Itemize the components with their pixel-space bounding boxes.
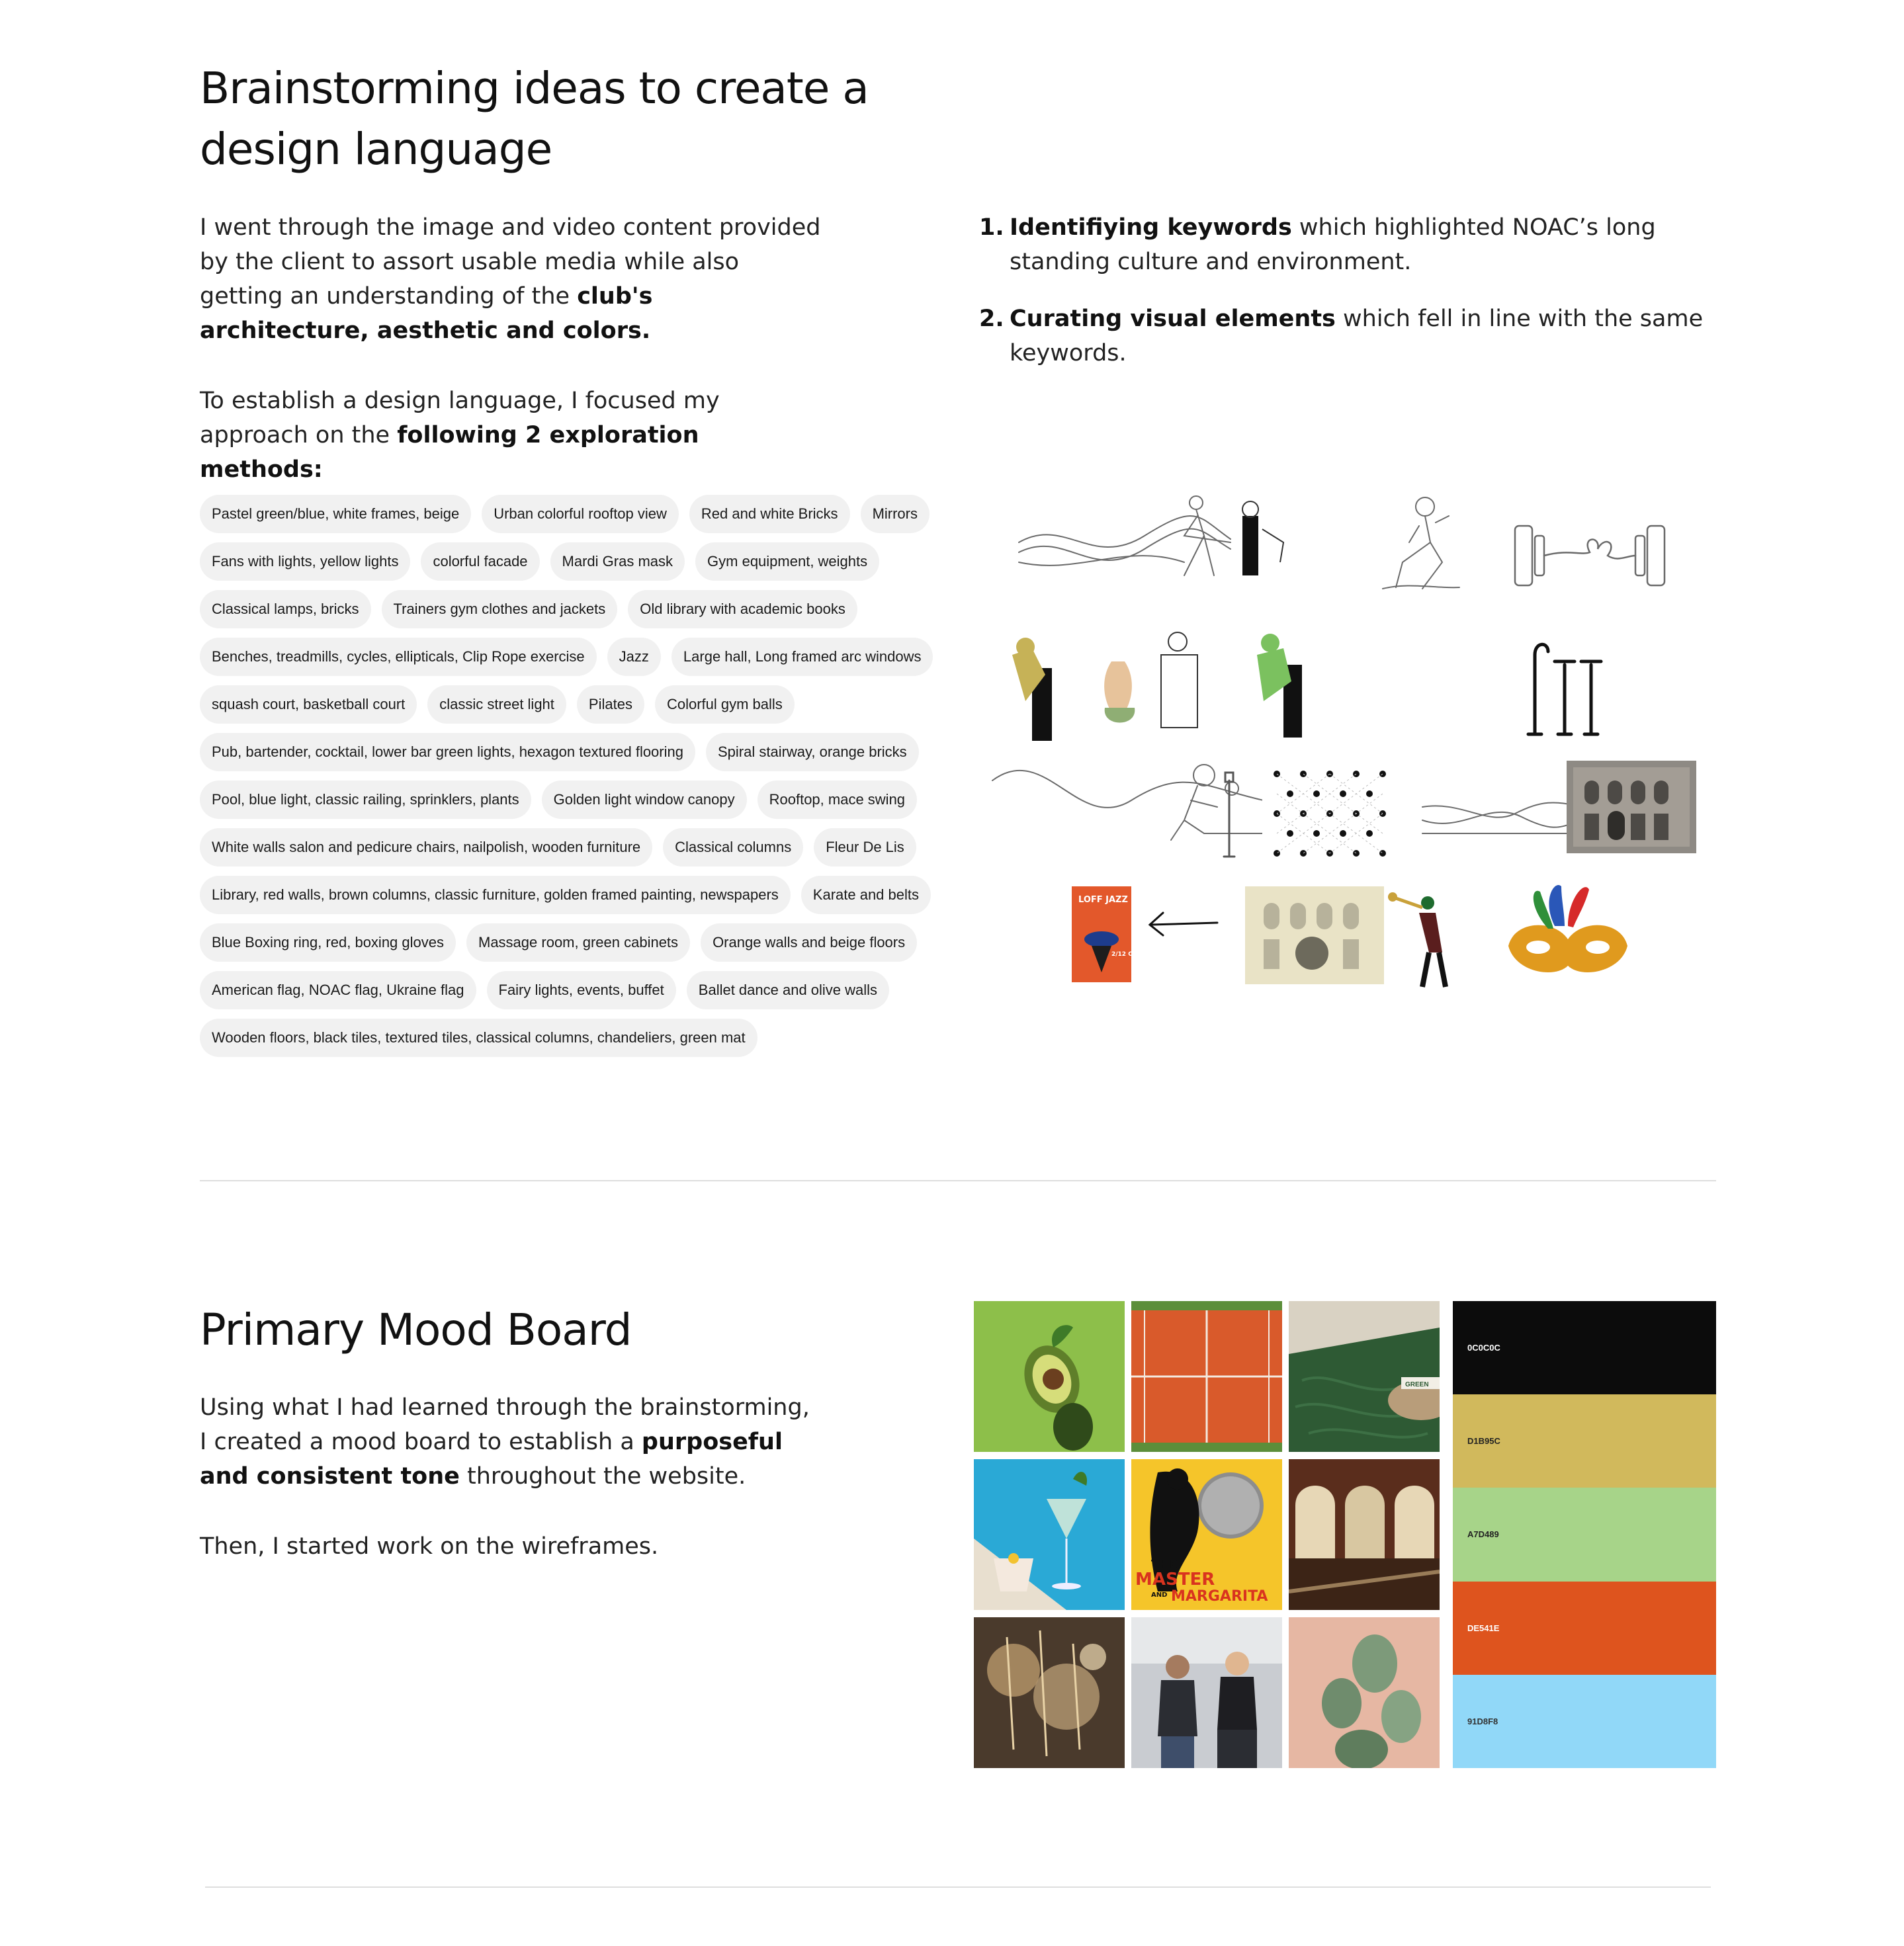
keyword-chip: Red and white Bricks <box>689 495 850 533</box>
keyword-chip: American flag, NOAC flag, Ukraine flag <box>200 971 476 1009</box>
keyword-chip: Spiral stairway, orange bricks <box>706 733 919 771</box>
poster-word-master: MASTER <box>1135 1570 1215 1589</box>
keyword-chip: Pastel green/blue, white frames, beige <box>200 495 471 533</box>
poster-date: 2/12 Oct. <box>1111 951 1142 958</box>
keyword-chip: Wooden floors, black tiles, textured tiles, classical columns, chandeliers, green mat <box>200 1019 757 1057</box>
tennis-court-photo <box>1131 1301 1282 1452</box>
keyword-chip: Massage room, green cabinets <box>466 923 690 962</box>
keyword-chip: Karate and belts <box>801 876 931 914</box>
keyword-chip: Mardi Gras mask <box>550 542 685 581</box>
exploration-methods-list <box>979 210 1720 393</box>
approach-emphasis: following 2 exploration methods: <box>200 422 699 483</box>
keyword-chip: Blue Boxing ring, red, boxing gloves <box>200 923 456 962</box>
keyword-chip: Large hall, Long framed arc windows <box>671 638 933 676</box>
method-number: 1. <box>979 214 1004 241</box>
approach-text: To establish a design language, I focused my approach on the <box>200 388 720 448</box>
method-description: which highlighted NOAC’s long standing culture and environment. <box>1010 214 1656 275</box>
trumpet-player-illustration <box>1388 892 1446 987</box>
color-swatch <box>1453 1675 1716 1768</box>
intro-emphasis: club's architecture, aesthetic and colors. <box>200 283 653 344</box>
keyword-chip: classic street light <box>427 685 566 724</box>
jazz-poster <box>1072 886 1142 982</box>
keyword-chip: Pilates <box>577 685 644 724</box>
dumbbell-heart-sketch <box>1515 526 1665 585</box>
poster-word-margarita: MARGARITA <box>1171 1588 1268 1605</box>
arched-hall-photo <box>1289 1459 1440 1610</box>
poster-word-and: AND <box>1151 1591 1168 1599</box>
wireframes-paragraph: Then, I started work on the wireframes. <box>200 1533 659 1560</box>
mood-board-grid <box>974 1301 1444 1768</box>
mood-board-text: Using what I had learned through the brainstorming, I created a mood board to establish a <box>200 1394 810 1455</box>
keyword-chip: Rooftop, mace swing <box>757 781 917 819</box>
section-divider-bottom <box>205 1886 1711 1888</box>
method-keyword: Identifiying keywords <box>1010 214 1292 241</box>
color-swatch <box>1453 1488 1716 1581</box>
method-keyword: Curating visual elements <box>1010 306 1336 332</box>
keyword-chip: Colorful gym balls <box>655 685 795 724</box>
keyword-chip: Classical columns <box>663 828 803 867</box>
keyword-chip: Benches, treadmills, cycles, ellipticals, Clip Rope exercise <box>200 638 597 676</box>
chandelier-photo <box>974 1617 1125 1768</box>
boxer-sketch <box>992 765 1264 840</box>
color-swatch <box>1453 1582 1716 1675</box>
keyword-chip: Classical lamps, bricks <box>200 590 371 628</box>
intro-paragraph <box>200 210 822 348</box>
building-facade-photo <box>1567 761 1696 853</box>
arrow-left-icon <box>1150 913 1217 935</box>
color-swatch-label: 91D8F8 <box>1467 1716 1498 1726</box>
keyword-chip: Fleur De Lis <box>814 828 916 867</box>
keyword-chip: Library, red walls, brown columns, classic furniture, golden framed painting, newspapers <box>200 876 791 914</box>
visual-elements-collage <box>986 489 1707 992</box>
intro-text: I went through the image and video content provided by the client to assort usable media while also getting an understanding of the <box>200 214 821 310</box>
color-swatch-label: D1B95C <box>1467 1436 1500 1447</box>
approach-paragraph <box>200 384 822 487</box>
cactus-photo <box>1289 1617 1440 1768</box>
keyword-chip: colorful facade <box>421 542 539 581</box>
poster-title: LOFF JAZZ <box>1078 895 1128 905</box>
jazz-musicians-illustration <box>1012 501 1302 741</box>
fleur-de-lis-pattern <box>1262 761 1392 860</box>
keyword-chip: Fairy lights, events, buffet <box>487 971 676 1009</box>
keyword-chip: Old library with academic books <box>628 590 857 628</box>
keyword-chip: Pool, blue light, classic railing, sprinklers, plants <box>200 781 531 819</box>
gym-trainers-photo <box>1131 1617 1282 1768</box>
keyword-chip: Pub, bartender, cocktail, lower bar green lights, hexagon textured flooring <box>200 733 695 771</box>
squat-sketch <box>1383 497 1459 589</box>
keyword-chip: squash court, basketball court <box>200 685 417 724</box>
mood-board-emphasis: purposeful and consistent tone <box>200 1429 783 1490</box>
keyword-chip: White walls salon and pedicure chairs, nailpolish, wooden furniture <box>200 828 652 867</box>
keyword-chip: Trainers gym clothes and jackets <box>382 590 618 628</box>
method-item <box>979 302 1720 370</box>
avocado-photo <box>974 1301 1125 1452</box>
mardi-gras-mask-illustration <box>1508 885 1627 972</box>
method-number: 2. <box>979 306 1004 332</box>
mood-board-paragraph <box>200 1390 822 1494</box>
cocktail-pool-photo <box>974 1459 1125 1610</box>
color-palette <box>1453 1301 1716 1768</box>
section-title-brainstorming: Brainstorming ideas to create a design language <box>200 63 869 175</box>
color-swatch-label: DE541E <box>1467 1623 1500 1633</box>
keyword-chip: Golden light window canopy <box>542 781 747 819</box>
color-swatch <box>1453 1394 1716 1488</box>
section-divider <box>200 1180 1716 1181</box>
mood-board-text-end: throughout the website. <box>459 1463 746 1490</box>
ribbon-sketch <box>1422 802 1581 833</box>
keyword-chip: Urban colorful rooftop view <box>482 495 679 533</box>
color-swatch-label: 0C0C0C <box>1467 1343 1500 1353</box>
street-lamp-icon <box>1528 644 1601 734</box>
keyword-chip: Jazz <box>607 638 661 676</box>
color-swatch <box>1453 1301 1716 1394</box>
keyword-chip: Fans with lights, yellow lights <box>200 542 410 581</box>
building-sketch-photo <box>1245 886 1384 984</box>
book-label: GREEN <box>1405 1381 1429 1388</box>
keyword-chip: Ballet dance and olive walls <box>687 971 889 1009</box>
section-title-mood-board: Primary Mood Board <box>200 1304 632 1355</box>
keyword-chip: Gym equipment, weights <box>695 542 879 581</box>
master-and-margarita-poster <box>1131 1459 1282 1610</box>
method-description: which fell in line with the same keywords. <box>1010 306 1704 366</box>
keyword-chip: Mirrors <box>861 495 930 533</box>
keyword-chip: Orange walls and beige floors <box>701 923 917 962</box>
green-rug-photo <box>1289 1301 1440 1452</box>
method-item <box>979 210 1720 279</box>
battle-rope-sketch <box>1019 496 1231 575</box>
color-swatch-label: A7D489 <box>1467 1529 1499 1540</box>
keyword-chip-list <box>200 495 941 1057</box>
poster-word-the: THE <box>1151 1558 1178 1572</box>
